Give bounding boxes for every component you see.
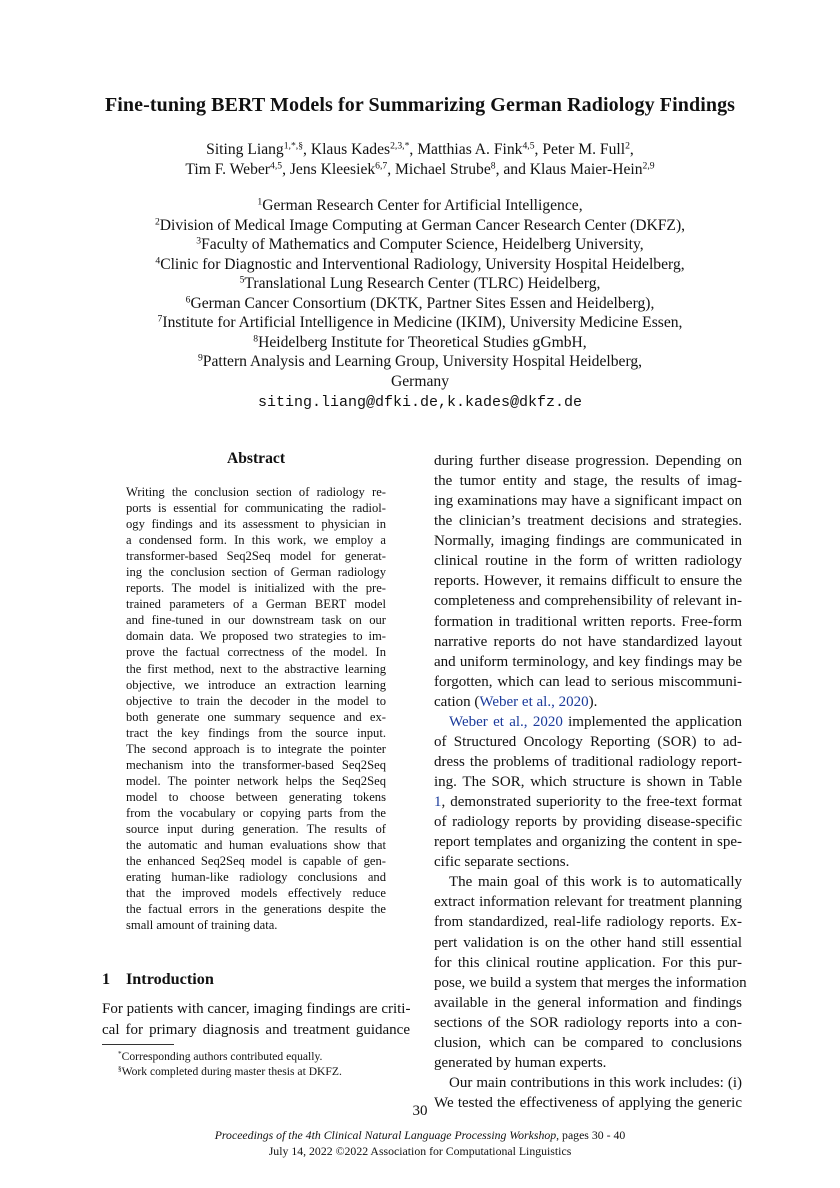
right-column-body — [434, 451, 747, 1113]
body-line — [434, 531, 742, 551]
body-line — [434, 953, 742, 973]
abstract-line: that the improved models effectively reduce — [126, 886, 386, 901]
body-text: Normally, imaging findings are communicated in — [434, 533, 742, 550]
author-separator: , — [409, 141, 418, 158]
author-name: Tim F. Weber — [185, 161, 270, 178]
section-heading-introduction — [102, 970, 214, 989]
paragraph — [434, 451, 742, 712]
body-text: narrative reports do not have standardized layout — [434, 633, 742, 650]
section-number: 1 — [102, 970, 111, 988]
abstract-line: a condensed form. In this work, we employ a — [126, 533, 386, 548]
body-line — [434, 692, 742, 712]
abstract-line: model. The pointer network helps the Seq2Seq — [126, 773, 386, 788]
body-line — [434, 632, 742, 652]
abstract-body — [126, 484, 386, 933]
abstract-line: Writing the conclusion section of radiology re- — [126, 485, 386, 499]
abstract-line: tract the key findings from the source input. — [126, 725, 386, 740]
affiliation-item — [0, 352, 840, 372]
body-text: formation in traditional written reports. Free-form — [434, 613, 742, 630]
abstract-line: mechanism into the transformer-based Seq2Seq — [126, 757, 386, 772]
affiliation-item — [0, 255, 840, 275]
body-text: from standardized, real-life radiology reports. Ex- — [434, 914, 742, 931]
introduction-body — [102, 999, 410, 1040]
body-line — [434, 571, 742, 591]
section-title: Introduction — [126, 970, 214, 988]
author-name: Jens Kleesiek — [289, 161, 376, 178]
author-separator: , — [387, 161, 396, 178]
abstract-line: and fine-tuned in our downstream task on our — [126, 613, 386, 628]
body-text: Our main contributions in this work includes: (i) — [449, 1074, 742, 1091]
footnotes — [118, 1049, 418, 1079]
affiliation-text: Pattern Analysis and Learning Group, University Hospital Heidelberg, — [202, 353, 643, 370]
body-text: cation ( — [434, 693, 480, 710]
affiliation-text: Institute for Artificial Intelligence in Medicine (IKIM), University Medicine Essen, — [162, 314, 683, 331]
body-line — [434, 511, 742, 531]
body-text: report templates and organizing the content in spe- — [434, 834, 742, 851]
affiliation-text: Faculty of Mathematics and Computer Science, Heidelberg University, — [201, 236, 644, 253]
affiliation-item — [0, 216, 840, 236]
affiliation-text: Heidelberg Institute for Theoretical Studies gGmbH, — [258, 333, 587, 351]
abstract-line: ing the conclusion section of German radiology — [126, 565, 386, 580]
author-name: Michael Strube — [395, 161, 491, 178]
author-name: Siting Liang — [206, 141, 284, 158]
footer-venue-line — [0, 1128, 840, 1144]
body-text: generated by human experts. — [434, 1054, 607, 1071]
body-line — [434, 612, 742, 632]
affiliation-number: 6 — [185, 294, 191, 306]
author-name: Peter M. Full — [542, 141, 626, 158]
abstract-line: transformer-based Seq2Seq model for generat- — [126, 549, 386, 564]
abstract-line: erating human-like radiology conclusions and — [126, 870, 386, 885]
abstract-line: prove the factual correctness of the model. In — [126, 645, 386, 660]
abstract-line: The second approach is to integrate the pointer — [126, 741, 386, 756]
page-footer — [0, 1128, 840, 1159]
citation-link[interactable]: Weber et al., 2020 — [449, 713, 563, 730]
body-line — [434, 652, 742, 672]
body-line — [434, 872, 742, 892]
footnote-mark: § — [118, 1065, 122, 1074]
abstract-line: from the vocabulary or copying parts from the — [126, 805, 386, 820]
body-line — [434, 812, 742, 832]
body-line — [434, 912, 742, 932]
body-text: of Structured Oncology Reporting (SOR) to ad- — [434, 733, 742, 750]
footnote — [118, 1049, 418, 1064]
abstract-line: the automatic and human evaluations show that — [126, 838, 386, 853]
body-text: extract information relevant for treatment planning — [434, 894, 742, 911]
body-text: sections of the SOR radiology reports into a con- — [434, 1014, 742, 1031]
citation-link[interactable]: 1 — [434, 794, 442, 811]
body-text: the tumor entity and stage, the results of imag- — [434, 473, 742, 490]
body-text: ). — [588, 693, 598, 710]
body-text: reports. However, it remains difficult to ensure the — [434, 573, 742, 590]
body-text: pert validation is on the other hand still essential — [434, 934, 742, 951]
author-line-2 — [0, 160, 840, 180]
affiliation-number: 2 — [154, 216, 160, 228]
body-line — [434, 752, 742, 772]
body-line — [434, 852, 742, 872]
body-line — [434, 1053, 742, 1073]
affiliation-text: Translational Lung Research Center (TLRC) Heidelberg, — [244, 275, 601, 292]
author-separator: , — [303, 141, 311, 158]
author-list — [0, 140, 840, 180]
body-text: completeness and comprehensibility of relevant in- — [434, 593, 742, 610]
abstract-line: the factual errors in the generations despite the — [126, 902, 386, 917]
body-text: clusion, which can be compared to conclusions — [434, 1034, 742, 1051]
affiliation-number: 9 — [197, 352, 203, 364]
author-affiliation-mark: 1,*,§ — [283, 140, 304, 152]
body-text: of radiology reports by providing disease-specific — [434, 814, 742, 831]
author-affiliation-mark: 2 — [625, 140, 630, 152]
footnote-text: Corresponding authors contributed equally. — [121, 1050, 323, 1063]
author-affiliation-mark: 2,9 — [642, 160, 655, 172]
paragraph — [434, 872, 747, 1073]
introduction-line: cal for primary diagnosis and treatment guidance — [102, 1021, 410, 1038]
author-name: Matthias A. Fink — [417, 141, 523, 158]
body-text: the clinician’s treatment decisions and strategies. — [434, 513, 742, 530]
abstract-line: reports. The model is initialized with the pre- — [126, 581, 386, 596]
abstract-line: the enhanced Seq2Seq model is capable of gen- — [126, 854, 386, 869]
affiliation-number: 1 — [257, 196, 263, 208]
body-line — [434, 772, 742, 792]
author-name: Klaus Kades — [310, 141, 391, 158]
body-line — [434, 672, 742, 692]
body-line — [434, 591, 742, 611]
contact-email: siting.liang@dfki.de,k.kades@dkfz.de — [257, 394, 583, 411]
affiliation-number: 7 — [157, 313, 163, 325]
body-text: cific separate sections. — [434, 854, 570, 871]
body-text: ing. The SOR, which structure is shown in Table — [434, 774, 742, 790]
abstract-line: objective to train the decoder in the model to — [126, 693, 386, 708]
footnote-rule — [102, 1044, 174, 1045]
abstract-line: trained parameters of a German BERT model — [126, 597, 386, 612]
affiliation-item — [0, 294, 840, 314]
abstract-line: ogy findings and its assessment to physician in — [126, 517, 386, 532]
footer-pages: , pages 30 - 40 — [556, 1128, 626, 1142]
body-line — [434, 993, 742, 1013]
body-text: The main goal of this work is to automatically — [449, 874, 742, 891]
affiliation-text: German Research Center for Artificial Intelligence, — [262, 197, 583, 214]
abstract-line: ports is essential for communicating the radiol- — [126, 501, 386, 516]
body-line — [434, 1013, 742, 1033]
body-text: and uniform terminology, and key findings may be — [434, 653, 742, 670]
body-line — [434, 973, 747, 993]
body-text: ing examinations may have a significant impact on — [434, 493, 742, 510]
author-separator: , and — [495, 161, 530, 178]
footnote-mark: * — [118, 1050, 122, 1059]
abstract-heading: Abstract — [226, 450, 286, 467]
body-line — [434, 1033, 742, 1053]
body-text: clinical routine in the form of written radiology — [434, 553, 742, 570]
body-text: dress the problems of traditional radiology report- — [434, 753, 742, 770]
affiliation-item — [0, 235, 840, 255]
abstract-line: source input during generation. The results of — [126, 821, 386, 836]
author-name: Klaus Maier-Hein — [529, 161, 643, 178]
affiliation-text: Division of Medical Image Computing at German Cancer Research Center (DKFZ), — [159, 216, 686, 234]
abstract-line: model to choose between generating tokens — [126, 789, 386, 804]
body-line — [434, 491, 742, 511]
affiliation-item — [0, 313, 840, 333]
abstract-line: both generate one summary sequence and ex- — [126, 709, 386, 724]
author-affiliation-mark: 2,3,* — [390, 140, 410, 152]
body-text: forgotten, which can lead to serious miscommuni- — [434, 673, 742, 690]
body-text: implemented the application — [562, 713, 743, 730]
affiliation-text: Clinic for Diagnostic and Interventional Radiology, University Hospital Heidelberg, — [160, 255, 685, 273]
affiliation-text: Germany — [390, 372, 450, 390]
author-separator: , — [534, 141, 543, 158]
author-line-1 — [0, 140, 840, 160]
abstract-line: objective, we introduce an extraction learning — [126, 677, 386, 692]
author-separator: , — [629, 141, 634, 158]
abstract-line: domain data. We proposed two strategies to im- — [126, 629, 386, 644]
introduction-line: For patients with cancer, imaging findings are criti- — [102, 1001, 411, 1017]
body-line — [434, 712, 742, 732]
body-text: pose, we build a system that merges the information — [434, 974, 747, 991]
body-line — [434, 892, 742, 912]
affiliation-number: 5 — [239, 274, 245, 286]
affiliation-item — [0, 333, 840, 353]
paper-title: Fine-tuning BERT Models for Summarizing German Radiology Findings — [104, 94, 736, 116]
body-text: We tested the effectiveness of applying the generic — [434, 1095, 742, 1111]
body-text: available in the general information and findings — [434, 994, 742, 1011]
footer-venue: Proceedings of the 4th Clinical Natural Language Processing Workshop — [214, 1128, 557, 1142]
body-line — [434, 551, 742, 571]
body-line — [434, 471, 742, 491]
author-affiliation-mark: 8 — [490, 160, 496, 172]
footer-date-line: July 14, 2022 ©2022 Association for Computational Linguistics — [268, 1143, 572, 1158]
body-text: during further disease progression. Depending on — [434, 453, 742, 469]
author-affiliation-mark: 6,7 — [375, 160, 388, 172]
body-line — [434, 933, 742, 953]
citation-link[interactable]: Weber et al., 2020 — [479, 693, 589, 710]
affiliation-number: 3 — [196, 235, 202, 247]
body-line — [434, 451, 742, 471]
paragraph — [434, 712, 742, 873]
author-separator: , — [282, 161, 290, 178]
affiliation-item — [0, 196, 840, 216]
author-affiliation-mark: 4,5 — [522, 140, 535, 152]
affiliation-text: German Cancer Consortium (DKTK, Partner Sites Essen and Heidelberg), — [190, 294, 655, 312]
footnote-text: Work completed during master thesis at DKFZ. — [121, 1065, 342, 1078]
affiliation-list — [0, 196, 840, 391]
body-text: for this clinical routine application. For this pur- — [434, 954, 742, 971]
body-line — [434, 1073, 742, 1093]
affiliation-number: 4 — [155, 255, 161, 267]
abstract-line: the first method, next to the abstractive learning — [126, 661, 386, 676]
body-line — [434, 732, 742, 752]
affiliation-item — [0, 372, 840, 392]
body-line — [434, 832, 742, 852]
affiliation-number: 8 — [253, 333, 259, 345]
body-text: , demonstrated superiority to the free-text format — [441, 794, 742, 811]
affiliation-item — [0, 274, 840, 294]
body-line — [434, 792, 742, 812]
author-affiliation-mark: 4,5 — [269, 160, 283, 172]
footnote — [118, 1064, 418, 1079]
page-number: 30 — [412, 1103, 428, 1119]
abstract-line: small amount of training data. — [126, 918, 278, 933]
